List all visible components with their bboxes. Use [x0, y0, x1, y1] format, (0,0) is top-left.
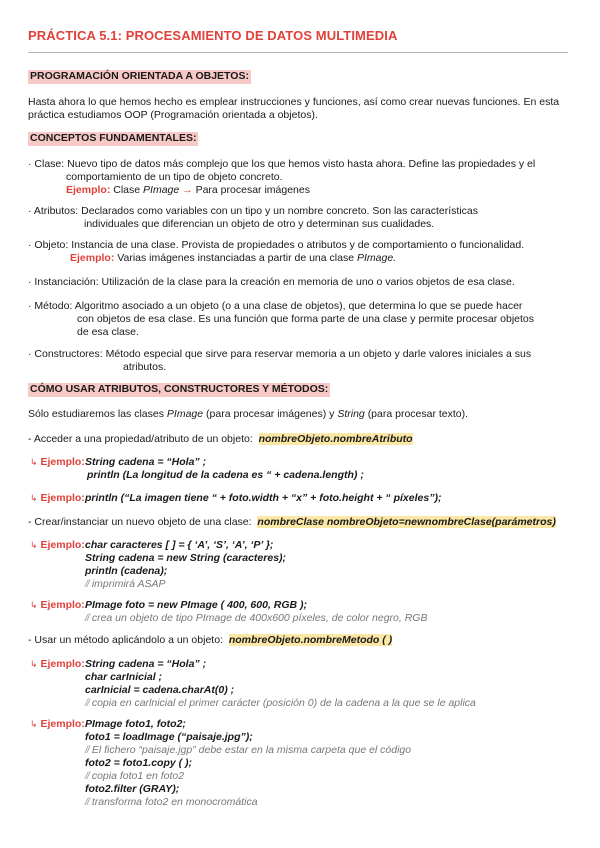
poo-paragraph: [28, 96, 570, 122]
return-arrow-icon: ↳: [30, 719, 38, 729]
title-divider: [28, 52, 568, 53]
code-line: carInicial = cadena.charAt(0) ;: [85, 684, 235, 696]
poo-text: Hasta ahora lo que hemos hecho es emplear instrucciones y funciones, así como crear nuevas funciones. En esta práctica estudiamos OOP (Programación orientada a objetos).: [28, 96, 560, 121]
clase-example-pre: Clase: [113, 184, 141, 196]
return-arrow-icon: ↳: [30, 600, 38, 610]
term-constructores: · Constructores:: [28, 348, 103, 360]
usar-metodo-text: - Usar un método aplicándolo a un objeto:: [28, 634, 223, 646]
example-3-body: [85, 539, 565, 591]
code-line: PImage foto1, foto2;: [85, 718, 186, 730]
intro-part-c: (para procesar imágenes) y: [206, 408, 335, 420]
constructores-line2: atributos.: [123, 361, 167, 373]
return-arrow-icon: ↳: [30, 540, 38, 550]
concept-constructores: [28, 348, 570, 374]
term-metodo: · Método:: [28, 300, 73, 312]
code-line: char carInicial ;: [85, 671, 163, 683]
example-4-body: [85, 599, 565, 625]
example-6: [30, 718, 570, 808]
intro-pimage: PImage: [166, 408, 204, 420]
metodo-line3: de esa clase.: [77, 326, 139, 338]
atributos-line2: individuales que diferencian un objeto de otro y determinan sus cualidades.: [84, 218, 435, 230]
return-arrow-icon: ↳: [30, 493, 38, 503]
acceder-syntax: nombreObjeto.nombreAtributo: [258, 433, 413, 445]
intro-part-a: Sólo estudiaremos las clases: [28, 408, 164, 420]
atributos-line1: Declarados como variables con un tipo y un nombre concreto. Son las características: [81, 205, 478, 217]
constructores-line1: Método especial que sirve para reservar memoria a un objeto y darle valores iniciales a sus: [105, 348, 532, 360]
clase-example-code: PImage: [143, 184, 180, 196]
example-5-body: [85, 658, 565, 710]
comment-slashes: //: [85, 744, 89, 756]
code-line: char caracteres [ ] = { ‘A’, ‘S’, ‘A’, ‘P’ };: [85, 539, 274, 551]
crear-syntax: nombreClase nombreObjeto=newnombreClase(parámetros): [257, 516, 556, 528]
code-line: PImage foto = new PImage ( 400, 600, RGB );: [85, 599, 308, 611]
code-line: String cadena = “Hola” ;: [85, 456, 207, 468]
term-clase: · Clase:: [28, 158, 65, 170]
acceder-line: [28, 433, 570, 446]
heading-como-usar: CÓMO USAR ATRIBUTOS, CONSTRUCTORES Y MÉTODOS:: [30, 383, 329, 395]
example-5-label: Ejemplo:: [40, 658, 85, 670]
heading-poo: PROGRAMACIÓN ORIENTADA A OBJETOS:: [30, 70, 249, 82]
clase-line2: comportamiento de un tipo de objeto concreto.: [66, 171, 283, 183]
return-arrow-icon: ↳: [30, 457, 38, 467]
metodo-line2: con objetos de esa clase. Es una función que forma parte de una clase y permite procesar objetos: [77, 313, 535, 325]
concept-objeto: [28, 239, 570, 265]
example-5: [30, 658, 570, 709]
comment-slashes: //: [85, 578, 89, 590]
objeto-example-code: PImage.: [356, 252, 397, 264]
crear-line: [28, 516, 570, 529]
objeto-example-label: Ejemplo:: [70, 252, 115, 264]
como-usar-intro: [28, 408, 570, 421]
concept-clase: [28, 158, 570, 197]
clase-example-label: Ejemplo:: [66, 184, 111, 196]
comment-text: copia foto1 en foto2: [91, 770, 185, 782]
concept-atributos: [28, 205, 570, 231]
clase-example-post: Para procesar imágenes: [195, 184, 310, 196]
example-2-body: [85, 492, 565, 505]
heading-conceptos: CONCEPTOS FUNDAMENTALES:: [30, 132, 197, 144]
comment-slashes: //: [85, 770, 89, 782]
term-atributos: · Atributos:: [28, 205, 79, 217]
code-line: foto2.filter (GRAY);: [85, 783, 180, 795]
term-instanciacion: · Instanciación:: [28, 276, 99, 288]
example-4-label: Ejemplo:: [40, 599, 85, 611]
metodo-line1: Algoritmo asociado a un objeto (o a una clase de objetos), que determina lo que se puede hacer: [74, 300, 523, 312]
return-arrow-icon: ↳: [30, 659, 38, 669]
comment-text: copia en carlnicial el primer carácter (posición 0) de la cadena a la que se le aplica: [91, 697, 476, 709]
example-1-label: Ejemplo:: [40, 456, 85, 468]
concept-metodo: [28, 300, 570, 339]
objeto-line1: Instancia de una clase. Provista de propiedades o atributos y de comportamiento o funcionalidad.: [71, 239, 525, 251]
code-line: println (cadena);: [85, 565, 168, 577]
example-6-label: Ejemplo:: [40, 718, 85, 730]
crear-text: - Crear/instanciar un nuevo objeto de una clase:: [28, 516, 252, 528]
example-4: [30, 599, 570, 624]
acceder-text: - Acceder a una propiedad/atributo de un objeto:: [28, 433, 253, 445]
example-3-label: Ejemplo:: [40, 539, 85, 551]
example-1-body: [85, 456, 565, 482]
instanciacion-line1: Utilización de la clase para la creación en memoria de uno o varios objetos de esa clase.: [101, 276, 515, 288]
comment-text: El fichero “paisaje.jgp” debe estar en la misma carpeta que el código: [91, 744, 412, 756]
page-title: PRÁCTICA 5.1: PROCESAMIENTO DE DATOS MULTIMEDIA: [28, 28, 398, 43]
usar-metodo-line: [28, 634, 570, 647]
example-2: [30, 492, 570, 505]
comment-slashes: //: [85, 796, 89, 808]
clase-line1: Nuevo tipo de datos más complejo que los que hemos visto hasta ahora. Define las propiedades y el: [67, 158, 536, 170]
example-3: [30, 539, 570, 590]
example-1: [30, 456, 570, 481]
comment-text: imprimirá ASAP: [91, 578, 166, 590]
comment-slashes: //: [85, 612, 89, 624]
example-6-body: [85, 718, 565, 809]
code-line: println (La longitud de la cadena es “ + cadena.length) ;: [87, 469, 364, 481]
objeto-example-text: Varias imágenes instanciadas a partir de una clase: [117, 252, 355, 264]
comment-text: transforma foto2 en monocromática: [91, 796, 258, 808]
example-2-label: Ejemplo:: [40, 492, 85, 504]
code-line: foto2 = foto1.copy ( );: [85, 757, 193, 769]
intro-part-e: (para procesar texto).: [367, 408, 469, 420]
usar-metodo-syntax: nombreObjeto.nombreMetodo ( ): [228, 634, 393, 646]
concept-instanciacion: [28, 276, 570, 289]
intro-string: String: [337, 408, 365, 420]
code-line: println (“La imagen tiene “ + foto.width + “x” + foto.height + “ píxeles”);: [85, 492, 442, 504]
code-line: String cadena = “Hola” ;: [85, 658, 207, 670]
term-objeto: · Objeto:: [28, 239, 69, 251]
code-line: String cadena = new String (caracteres);: [85, 552, 287, 564]
clase-example-arrow: →: [182, 184, 193, 196]
comment-text: crea un objeto de tipo PImage de 400x600 píxeles, de color negro, RGB: [91, 612, 428, 624]
code-line: foto1 = loadImage (“paisaje.jpg”);: [85, 731, 253, 743]
comment-slashes: //: [85, 697, 89, 709]
